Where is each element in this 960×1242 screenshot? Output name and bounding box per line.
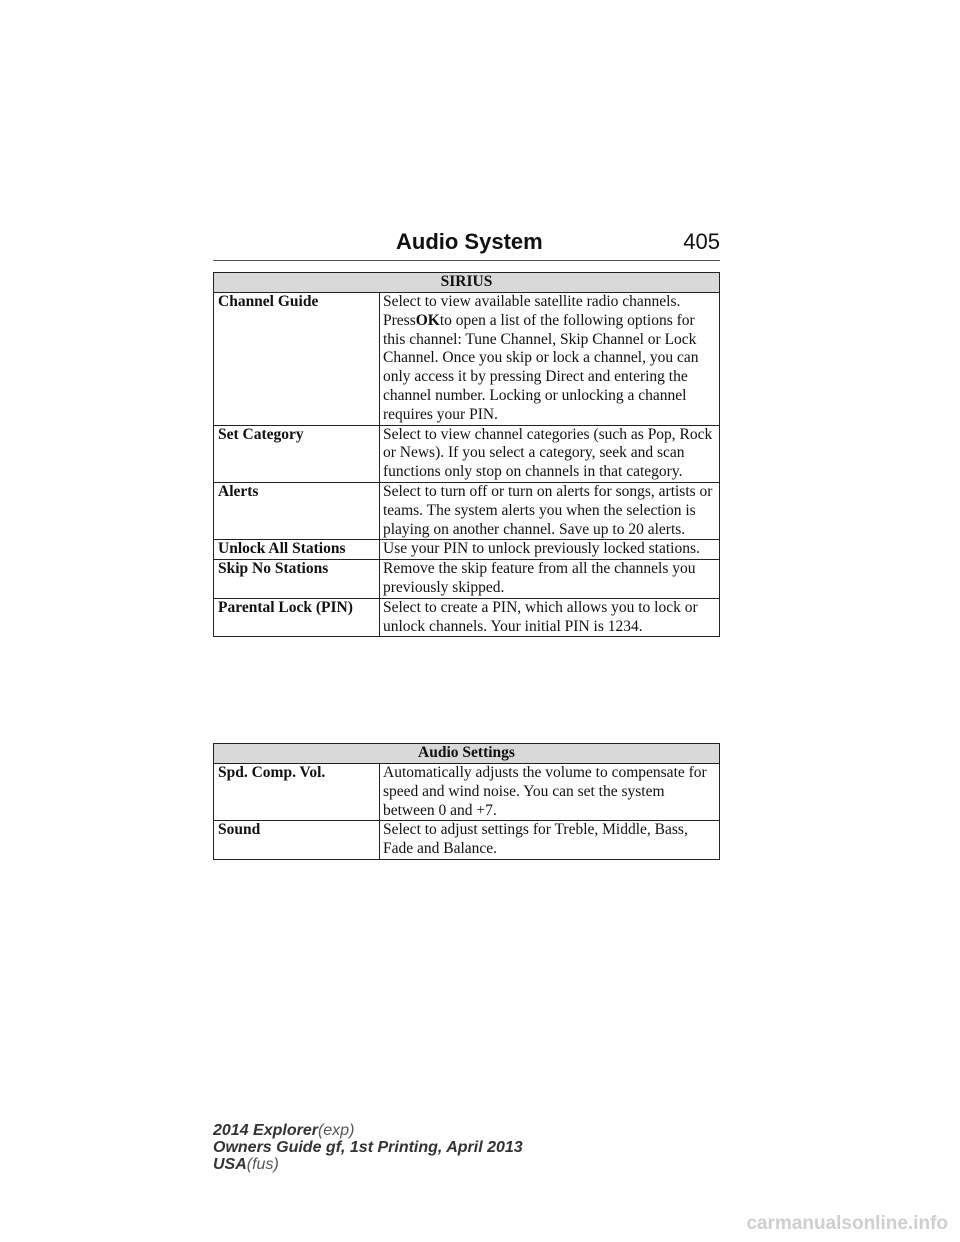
- row-description: Select to turn off or turn on alerts for songs, artists or teams. The system alerts you when the selection is playing on another channel. Save up to 20 alerts.: [380, 482, 720, 539]
- row-description: Use your PIN to unlock previously locked stations.: [380, 540, 720, 560]
- section-title: Audio System: [396, 229, 543, 254]
- footer-market-code: (fus): [246, 1156, 279, 1173]
- table-row: [214, 598, 720, 637]
- page-number: 405: [683, 229, 720, 254]
- row-label: Sound: [214, 821, 380, 860]
- row-label: Channel Guide: [214, 293, 380, 426]
- table-row: [214, 482, 720, 539]
- table-row: [214, 293, 720, 426]
- page-header: [213, 226, 720, 261]
- footer-model: 2014 Explorer: [213, 1122, 318, 1139]
- table-heading: SIRIUS: [214, 273, 720, 293]
- row-description: Select to view channel categories (such as Pop, Rock or News). If you select a category, seek and scan functions only stop on channels in that category.: [380, 425, 720, 482]
- table-row: [214, 821, 720, 860]
- footer-market: USA: [213, 1156, 247, 1173]
- row-label: Skip No Stations: [214, 560, 380, 599]
- row-label: Spd. Comp. Vol.: [214, 764, 380, 821]
- row-label: Alerts: [214, 482, 380, 539]
- row-description: Automatically adjusts the volume to compensate for speed and wind noise. You can set the system between 0 and +7.: [380, 764, 720, 821]
- row-description: Select to adjust settings for Treble, Middle, Bass, Fade and Balance.: [380, 821, 720, 860]
- row-description: Remove the skip feature from all the channels you previously skipped.: [380, 560, 720, 599]
- sirius-table: [213, 272, 720, 637]
- row-label: Parental Lock (PIN): [214, 598, 380, 637]
- table-row: [214, 425, 720, 482]
- table-heading: Audio Settings: [214, 744, 720, 764]
- row-description: Select to create a PIN, which allows you to lock or unlock channels. Your initial PIN is 1234.: [380, 598, 720, 637]
- footer-edition: Owners Guide gf, 1st Printing, April 2013: [213, 1139, 523, 1156]
- ok-button-ref: OK: [415, 311, 440, 329]
- watermark: carmanualsonline.info: [746, 1213, 948, 1234]
- page-footer: [213, 1122, 523, 1173]
- table-row: [214, 540, 720, 560]
- table-row: [214, 560, 720, 599]
- footer-model-code: (exp): [317, 1122, 355, 1139]
- row-description: Select to view available satellite radio channels. PressOKto open a list of the following options for this channel: Tune Channel, Skip Channel or Lock Channel. Once you skip or lock a channel, you can only access it by pressing Direct and entering the channel number. Locking or unlocking a channel requires your PIN.: [380, 293, 720, 426]
- row-label: Set Category: [214, 425, 380, 482]
- table-row: [214, 764, 720, 821]
- audio-settings-table: [213, 743, 720, 860]
- row-label: Unlock All Stations: [214, 540, 380, 560]
